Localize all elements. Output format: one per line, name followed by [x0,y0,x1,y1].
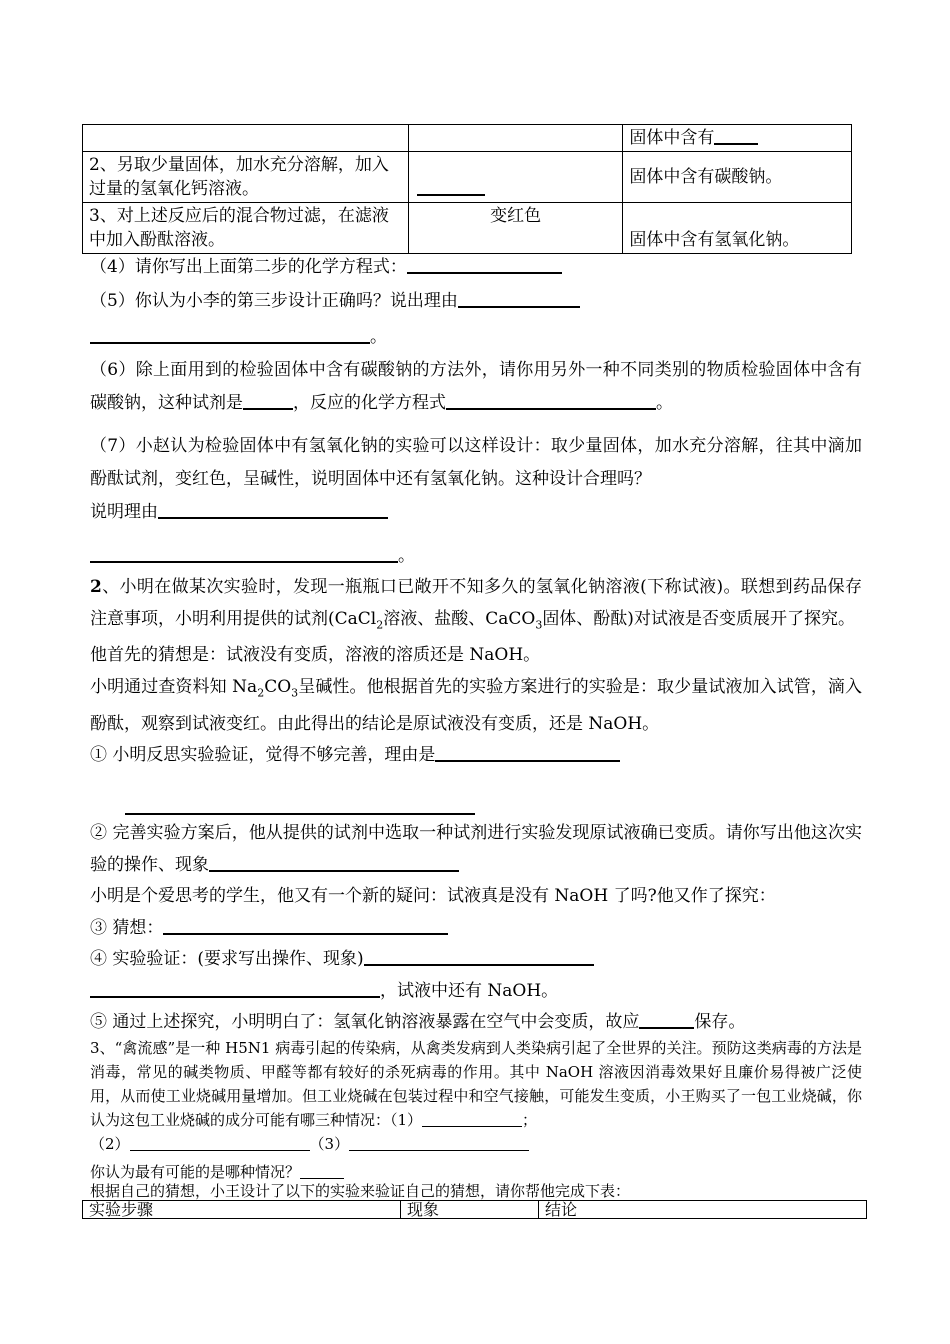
problem-2-intro-b: 溶液、盐酸、CaCO [383,608,536,629]
na-text-b: CO [264,676,292,697]
item-4-end: ，试液中还有 NaOH。 [380,980,559,1001]
answer-blank[interactable] [90,325,370,344]
answer-blank[interactable] [417,177,485,196]
table-header-row [83,1201,867,1219]
question-6 [90,354,862,420]
header-cell: 现象 [401,1201,539,1219]
question-4-text: （4）请你写出上面第二步的化学方程式： [90,257,407,277]
period-text: 。 [370,327,387,347]
problem-3-question [90,1162,862,1182]
table-row [83,125,852,152]
conclusion-cell: 固体中含有氢氧化钠。 [623,203,852,254]
answer-blank[interactable] [90,979,380,998]
step-cell: 2、另取少量固体，加水充分溶解，加入过量的氢氧化钙溶液。 [83,152,409,203]
option-3-label: （3） [309,1135,350,1153]
answer-blank[interactable] [243,391,293,410]
first-guess: 他首先的猜想是：试液没有变质，溶液的溶质还是 NaOH。 [90,645,541,666]
na-text-c: 呈碱性。他根据首先的实验方案进行的实验是：取少量试液加入试管，滴入酚酞，观察到试液变红。由此得出的结论是原试液没有变质，还是 NaOH。 [90,676,863,734]
answer-blank[interactable] [364,947,594,966]
item-5-text: ⑤ 通过上述探究，小明明白了：氢氧化钠溶液暴露在空气中会变质，故应 [90,1012,640,1032]
step-cell: 3、对上述反应后的混合物过滤，在滤液中加入酚酞溶液。 [83,203,409,254]
table-row [83,203,852,254]
answer-blank[interactable] [125,796,475,815]
item-4-text: ④ 实验验证：(要求写出操作、现象) [90,949,364,969]
subscript: 3 [291,686,299,700]
answer-blank[interactable] [90,544,398,563]
na-text-a: 小明通过查资料知 Na [90,676,258,697]
subscript: 2 [257,686,265,700]
answer-blank[interactable] [407,255,562,274]
answer-blank[interactable] [163,916,448,935]
period-text: 。 [656,393,673,413]
question-7-reason-label: 说明理由 [90,502,158,522]
verify-text: 根据自己的猜想，小王设计了以下的实验来验证自己的猜想，请你帮他完成下表： [90,1182,631,1200]
table-row [83,152,852,203]
question-4 [90,255,562,279]
answer-blank[interactable] [209,853,459,872]
question-7 [90,430,862,529]
subscript: 3 [535,617,543,631]
problem-3-text: 3、“禽流感”是一种 H5N1 病毒引起的传染病，从禽类发病到人类染病引起了全世界的关注。预防这类病毒的方法是消毒，常见的碱类物质、甲醛等都有较好的杀死病毒的作用。其中 NaOH 溶液因消毒效果好且廉价易得被广泛使用，从而使工业烧碱用量增加。但工业烧碱在包装过程中和空气接触，可能发生变质，小王购买了一包工业烧碱，你认为这包工业烧碱的成分可能有哪三种情况：（1） [90,1039,862,1129]
item-1-text: ① 小明反思实验验证，觉得不够完善，理由是 [90,745,436,766]
question-5 [90,289,580,313]
problem-2-intro: 、小明在做某次实验时，发现一瓶瓶口已敞开不知多久的氢氧化钠溶液(下称试液)。联想到药品保存注意事项，小明利用提供的试剂(CaCl [90,577,862,629]
answer-blank[interactable] [130,1135,310,1151]
option-2-label: （2） [90,1135,130,1153]
period-text: 。 [398,546,415,566]
answer-blank[interactable] [458,289,580,308]
problem-3 [90,1036,862,1156]
item-2-text: ② 完善实验方案后，他从提供的试剂中选取一种试剂进行实验发现原试液确已变质。请你写出他这次实验的操作、现象 [90,823,862,875]
conclusion-cell [623,125,852,152]
question-5-continued [90,325,387,349]
question-7-continued [90,544,415,568]
phenomenon-cell [408,152,623,203]
answer-blank[interactable] [714,126,758,145]
header-cell: 实验步骤 [83,1201,401,1219]
phenomenon-cell [408,125,623,152]
likely-text: 你认为最有可能的是哪种情况？ [90,1163,301,1181]
question-6-text-b: ，反应的化学方程式 [293,393,446,413]
semicolon: ； [522,1111,538,1129]
verify-table [82,1200,867,1219]
answer-blank[interactable] [639,1010,694,1029]
header-cell: 结论 [539,1201,867,1219]
answer-blank[interactable] [158,500,388,519]
new-question-text: 小明是个爱思考的学生，他又有一个新的疑问：试液真是没有 NaOH 了吗?他又作了探究： [90,886,776,906]
answer-blank[interactable] [422,1111,522,1127]
answer-blank[interactable] [435,743,620,762]
problem-number: 2 [90,577,102,597]
question-6-text: （6）除上面用到的检验固体中含有碳酸钠的方法外，请你用另外一种不同类别的物质检验固体中含有碳酸钠，这种试剂是 [90,360,862,413]
answer-blank[interactable] [300,1163,344,1179]
phenomenon-cell: 变红色 [408,203,623,254]
question-7-text: （7）小赵认为检验固体中有氢氧化钠的实验可以这样设计：取少量固体，加水充分溶解，往其中滴加酚酞试剂，变红色，呈碱性，说明固体中还有氢氧化钠。这种设计合理吗？ [90,436,862,489]
experiment-table [82,124,852,254]
problem-3-verify [90,1181,862,1201]
subscript: 2 [376,617,384,631]
answer-blank[interactable] [349,1135,529,1151]
problem-2-intro-c: 固体、酚酞)对试液是否变质展开了探究。 [542,608,855,629]
item-3-text: ③ 猜想： [90,917,164,938]
problem-2 [90,572,862,772]
item-5-end: 保存。 [694,1012,746,1032]
step-cell [83,125,409,152]
answer-blank[interactable] [446,391,656,410]
problem-2-items [90,818,862,1039]
conclusion-cell: 固体中含有碳酸钠。 [623,152,852,203]
item-1-continued [125,796,475,820]
conclusion-text: 固体中含有 [629,128,715,148]
question-5-text: （5）你认为小李的第三步设计正确吗？说出理由 [90,291,458,311]
